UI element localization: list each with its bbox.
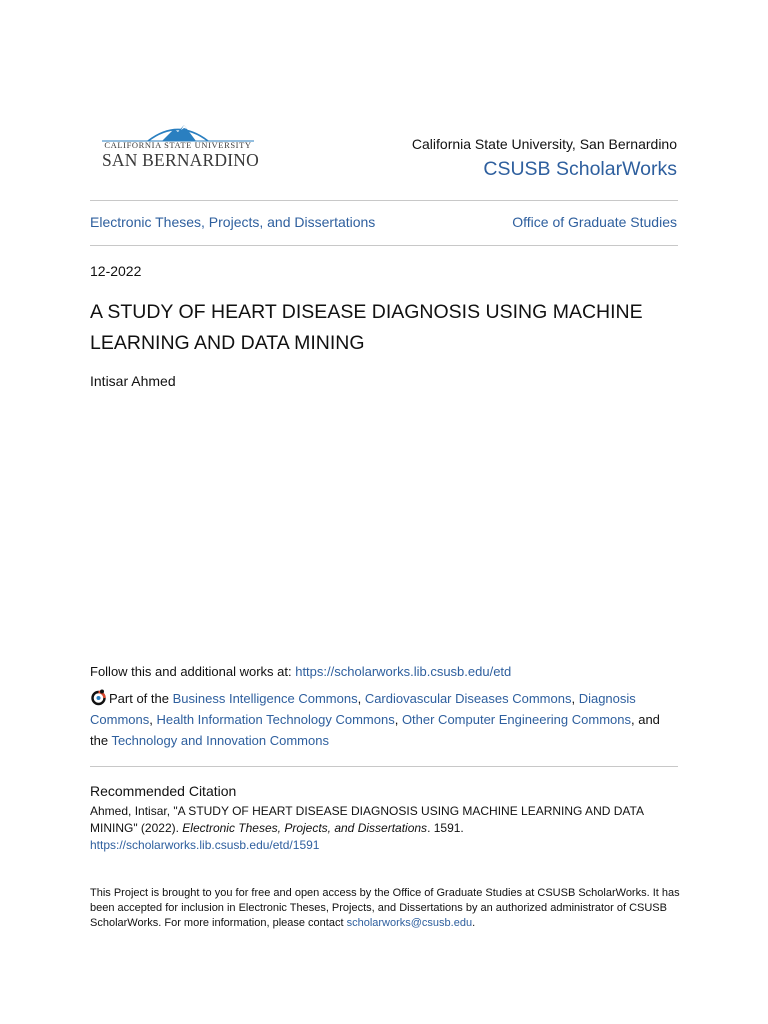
commons-and: , and the (90, 712, 660, 748)
divider-citation (90, 766, 678, 767)
follow-label: Follow this and additional works at: (90, 664, 296, 679)
logo-text-line1: CALIFORNIA STATE UNIVERSITY (104, 140, 252, 150)
collection-link[interactable]: Electronic Theses, Projects, and Dissertations (90, 214, 376, 230)
footer-text: This Project is brought to you for free and open access by the Office of Graduate Studies at CSUSB ScholarWorks. It has been accepted for inclusion in Electronic Theses, Projects, and Dissertations by an authorized administrator of CSUSB ScholarWorks. For more information, please contact (90, 887, 680, 929)
department-link[interactable]: Office of Graduate Studies (512, 214, 677, 230)
citation-number: . 1591. (427, 821, 464, 835)
network-commons-icon (90, 689, 107, 706)
follow-line (90, 664, 511, 679)
repository-link[interactable]: CSUSB ScholarWorks (483, 158, 677, 180)
follow-url-link[interactable]: https://scholarworks.lib.csusb.edu/etd (295, 664, 512, 679)
institution-name: California State University, San Bernardino (411, 136, 677, 152)
commons-link-diagnosis[interactable]: Diagnosis Commons (90, 691, 636, 727)
commons-link-health-it[interactable]: Health Information Technology Commons (156, 712, 395, 727)
contact-email-link[interactable]: scholarworks@csusb.edu (346, 917, 473, 929)
university-logo[interactable] (102, 120, 259, 172)
citation-body (90, 803, 680, 854)
commons-link-other-computer-engineering[interactable]: Other Computer Engineering Commons (401, 712, 631, 727)
access-statement (90, 886, 680, 931)
citation-text: Ahmed, Intisar, "A STUDY OF HEART DISEASE DIAGNOSIS USING MACHINE LEARNING AND DATA MINING" (2022). (90, 804, 644, 835)
document-title: A STUDY OF HEART DISEASE DIAGNOSIS USING MACHINE LEARNING AND DATA MINING (90, 301, 643, 354)
citation-series: Electronic Theses, Projects, and Dissertations (182, 821, 428, 835)
citation-heading: Recommended Citation (90, 783, 237, 799)
publication-date: 12-2022 (90, 263, 142, 279)
commons-separator: , (149, 712, 157, 727)
logo-text-line2: SAN BERNARDINO (102, 150, 259, 170)
mountain-logo-icon (102, 120, 254, 142)
commons-prefix: Part of the (109, 691, 173, 706)
citation-url-link[interactable]: https://scholarworks.lib.csusb.edu/etd/1591 (90, 838, 320, 852)
commons-separator: , (571, 691, 579, 706)
commons-separator: , (357, 691, 365, 706)
divider-top (90, 200, 678, 201)
document-author: Intisar Ahmed (90, 373, 176, 389)
commons-link-business-intelligence[interactable]: Business Intelligence Commons (172, 691, 358, 706)
commons-separator: , (394, 712, 402, 727)
commons-list (90, 688, 680, 751)
divider-nav (90, 245, 678, 246)
commons-link-cardiovascular[interactable]: Cardiovascular Diseases Commons (364, 691, 572, 706)
commons-link-technology-innovation[interactable]: Technology and Innovation Commons (111, 733, 329, 748)
footer-end: . (472, 917, 476, 929)
